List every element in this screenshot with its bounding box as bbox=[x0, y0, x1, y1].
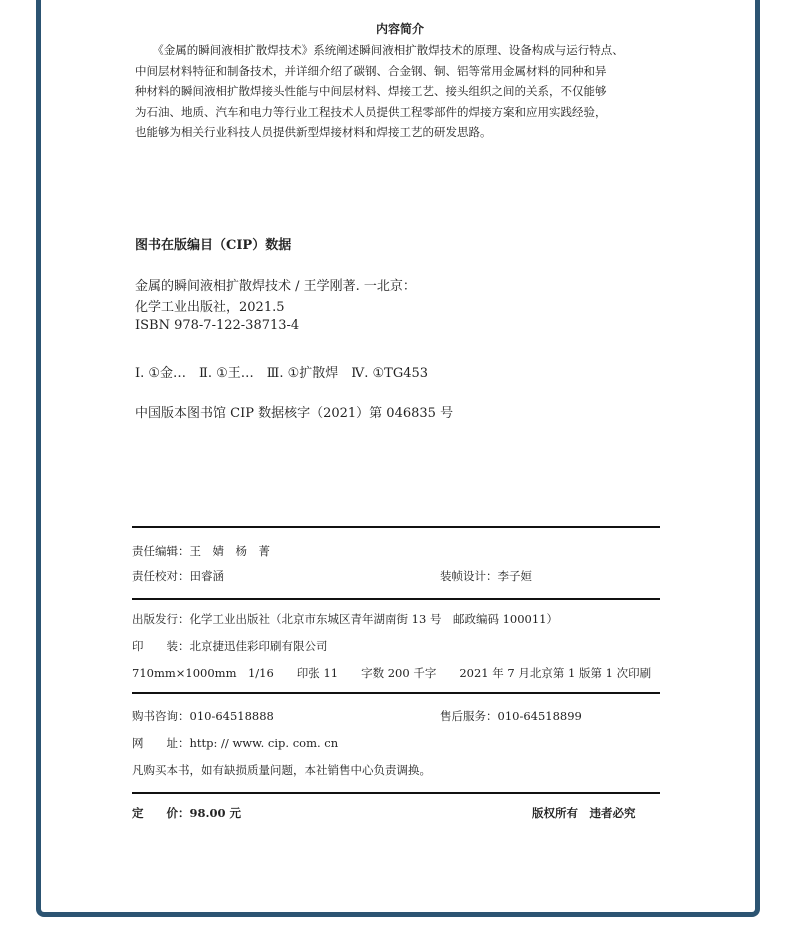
cip-isbn: ISBN 978-7-122-38713-4 bbox=[135, 318, 300, 333]
specs: 710mm×1000mm 1/16 印张 11 字数 200 千字 2021 年 7 月北京第 1 版第 1 次印刷 bbox=[132, 666, 652, 680]
divider bbox=[132, 526, 660, 528]
divider bbox=[132, 598, 660, 600]
divider bbox=[132, 792, 660, 794]
proofreader: 责任校对：田睿涵 bbox=[132, 569, 224, 583]
printer: 印 装：北京捷迅佳彩印刷有限公司 bbox=[132, 639, 328, 653]
intro-line: 《金属的瞬间液相扩散焊技术》系统阐述瞬间液相扩散焊技术的原理、设备构成与运行特点、 bbox=[135, 43, 624, 57]
divider bbox=[132, 692, 660, 694]
cip-publisher-line: 化学工业出版社，2021.5 bbox=[135, 300, 285, 315]
intro-line: 种材料的瞬间液相扩散焊接头性能与中间层材料、焊接工艺、接头组织之间的关系，不仅能够 bbox=[135, 84, 607, 98]
service-phone: 售后服务：010-64518899 bbox=[440, 709, 582, 723]
intro-line: 为石油、地质、汽车和电力等行业工程技术人员提供工程零部件的焊接方案和应用实践经验， bbox=[135, 104, 607, 119]
cip-title-line: 金属的瞬间液相扩散焊技术 / 王学刚著. 一北京： bbox=[135, 279, 416, 294]
intro-text bbox=[135, 40, 665, 143]
cip-record: 中国版本图书馆 CIP 数据核字（2021）第 046835 号 bbox=[135, 406, 454, 421]
editor: 责任编辑：王 婧 杨 菁 bbox=[132, 544, 270, 558]
price: 定 价：98.00 元 bbox=[132, 806, 242, 820]
intro-line: 也能够为相关行业科技人员提供新型焊接材料和焊接工艺的研发思路。 bbox=[135, 125, 492, 139]
publisher: 出版发行：化学工业出版社（北京市东城区青年湖南街 13 号 邮政编码 100011） bbox=[132, 612, 558, 626]
purchase-phone: 购书咨询：010-64518888 bbox=[132, 709, 274, 723]
notice: 凡购买本书，如有缺损质量问题，本社销售中心负责调换。 bbox=[132, 763, 431, 777]
cip-heading: 图书在版编目（CIP）数据 bbox=[135, 238, 292, 253]
intro-title: 内容简介 bbox=[375, 22, 424, 36]
website: 网 址：http: // www. cip. com. cn bbox=[132, 736, 339, 750]
cip-classification: Ⅰ. ①金… Ⅱ. ①王… Ⅲ. ①扩散焊 Ⅳ. ①TG453 bbox=[135, 366, 429, 381]
intro-line: 中间层材料特征和制备技术，并详细介绍了碳钢、合金钢、铜、铝等常用金属材料的同种和异 bbox=[135, 63, 607, 78]
designer: 装帧设计：李子姮 bbox=[440, 569, 532, 583]
copyright: 版权所有 违者必究 bbox=[532, 806, 636, 820]
